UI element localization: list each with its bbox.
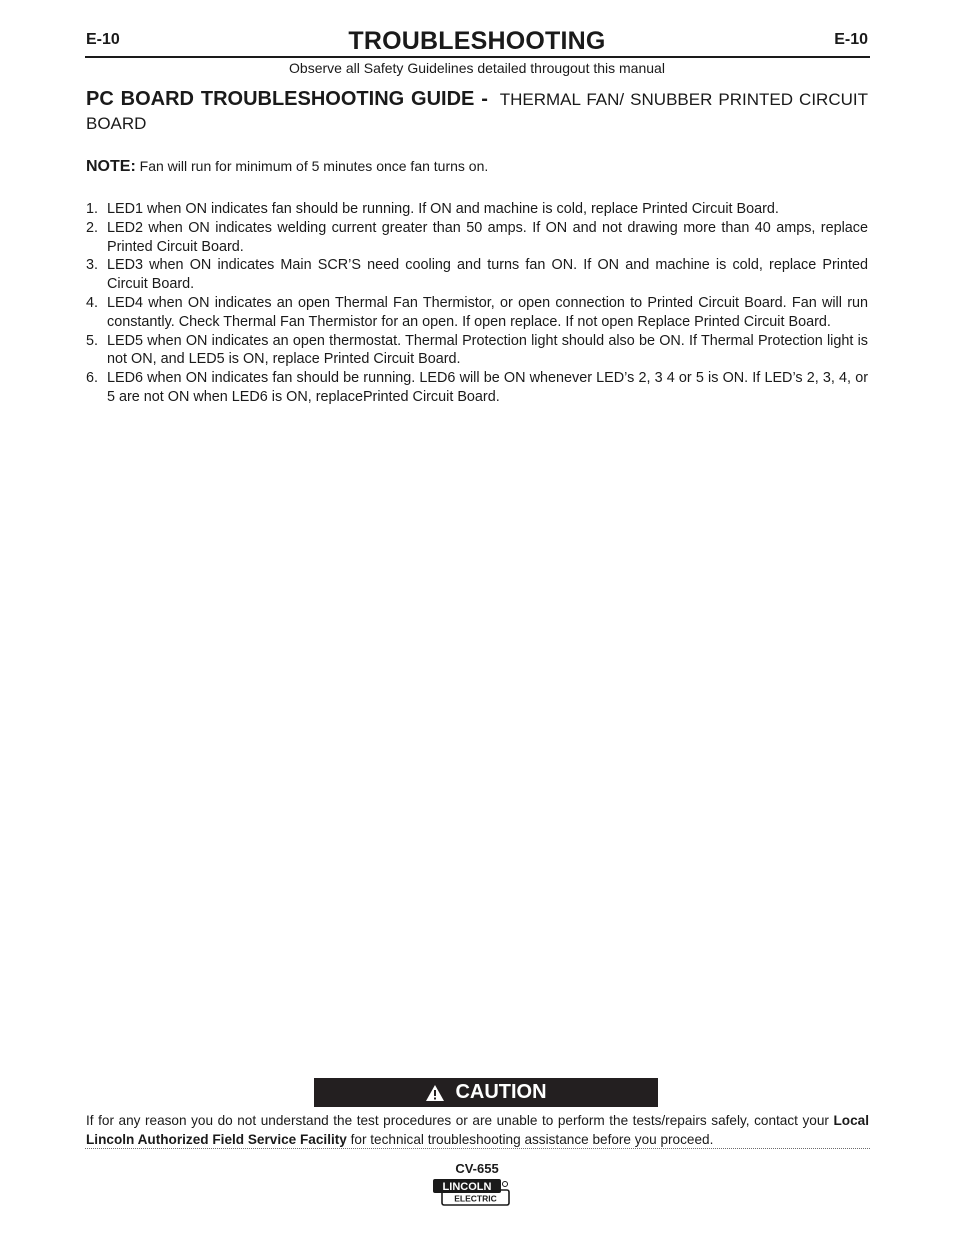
note [86,158,488,176]
caution-banner [314,1078,658,1107]
steps-list [86,200,868,407]
header-divider [85,56,870,58]
step-number: 3. [86,257,99,274]
model-number: CV-655 [455,1161,499,1176]
warning-triangle-icon [425,1084,445,1102]
caution-text-end: for technical troubleshooting assistance before you proceed. [350,1132,714,1147]
page-number-left: E-10 [86,31,120,48]
lincoln-electric-logo [432,1177,512,1207]
list-item [86,200,868,219]
guide-heading-sub: THERMAL FAN/ SNUBBER PRINTED CIRCUIT BOARD [86,90,868,133]
step-text: LED6 when ON indicates fan should be running. LED6 will be ON whenever LED’s 2, 3 4 or 5 is ON. If LED’s 2, 3, 4, or 5 are not ON when LED6 is ON, replacePrinted Circuit Board. [107,370,868,405]
step-text: LED2 when ON indicates welding current greater than 50 amps. If ON and not drawing more than 40 amps, replace Printed Circuit Board. [107,219,868,255]
step-text: LED3 when ON indicates Main SCR’S need cooling and turns fan ON. If ON and machine is cold, replace Printed Circuit Board. [107,257,868,293]
list-item [86,369,868,407]
list-item [86,219,868,257]
note-label: NOTE: [86,158,136,175]
guide-heading-main: PC BOARD TROUBLESHOOTING GUIDE - [86,88,488,110]
step-number: 1. [86,201,99,217]
step-number: 2. [86,219,99,236]
step-number: 6. [86,370,99,387]
caution-text [86,1111,869,1149]
logo-bottom-text: ELECTRIC [454,1193,497,1204]
step-text: LED4 when ON indicates an open Thermal Fan Thermistor, or open connection to Printed Circuit Board. Fan will run constantly. Check Thermal Fan Thermistor for an open. If open replace. If not open Replace Printed Circuit Board. [107,294,868,330]
step-text: LED1 when ON indicates fan should be running. If ON and machine is cold, replace Printed Circuit Board. [107,201,779,217]
step-number: 4. [86,294,99,311]
list-item [86,256,868,294]
footer-divider [85,1148,870,1149]
step-text: LED5 when ON indicates an open thermostat. Thermal Protection light should also be ON. If Thermal Protection light is not ON, and LED5 is ON, replace Printed Circuit Board. [107,332,868,368]
service-facility-text: Local Lincoln Authorized Field Service Facility [86,1113,870,1147]
safety-note: Observe all Safety Guidelines detailed througout this manual [289,60,665,76]
guide-heading [86,87,868,136]
list-item [86,332,868,370]
logo-top-text: LINCOLN [442,1181,492,1193]
caution-text-start: If for any reason you do not understand the test procedures or are unable to perform the tests/repairs safely, contact your [86,1113,829,1128]
note-text: Fan will run for minimum of 5 minutes once fan turns on. [139,158,489,174]
page-number-right: E-10 [834,31,868,48]
caution-label: CAUTION [455,1081,547,1103]
step-number: 5. [86,332,99,349]
page-title: TROUBLESHOOTING [348,27,606,55]
list-item [86,294,868,332]
